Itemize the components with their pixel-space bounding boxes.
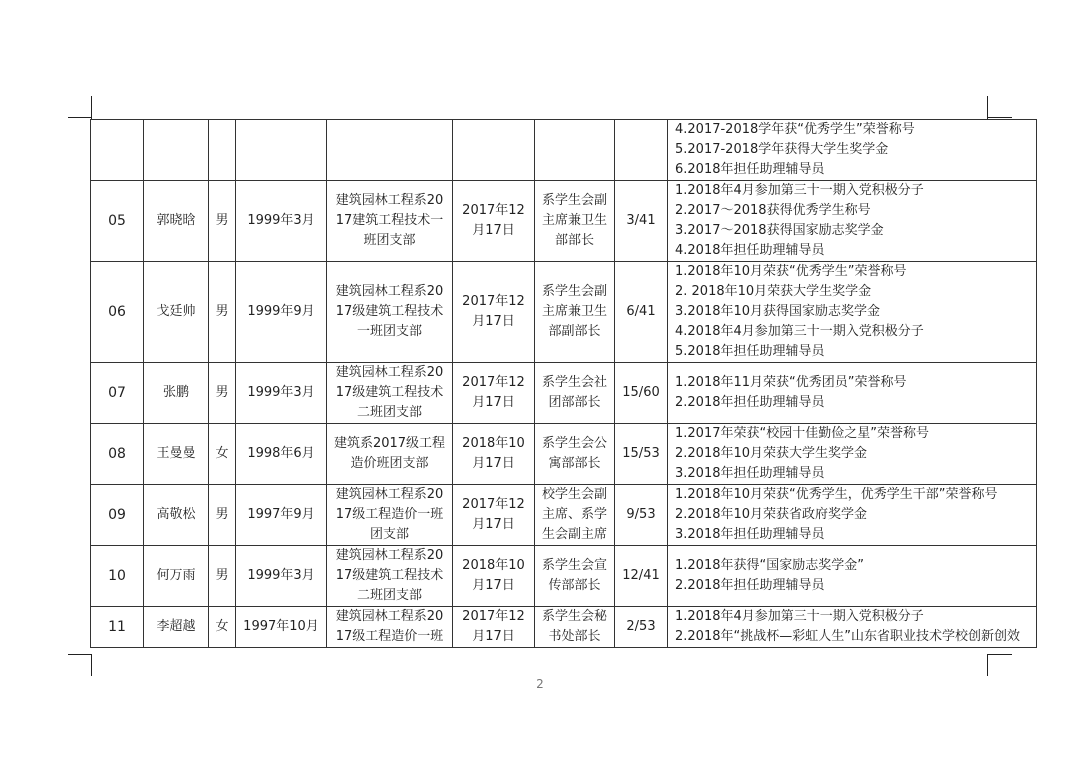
student-position-line: 系学生会秘 (541, 609, 607, 624)
student-name: 高敬松 (144, 485, 209, 546)
row-number: 08 (91, 424, 144, 485)
student-gender: 男 (209, 363, 236, 424)
award-line: 6.2018年担任助理辅导员 (675, 162, 825, 177)
student-position-line: 校学生会副 (541, 487, 607, 502)
birth-date: 1999年9月 (236, 262, 327, 363)
join-date-line: 月17日 (472, 456, 515, 471)
student-position (535, 546, 615, 607)
league-branch (327, 363, 453, 424)
league-branch-line: 17级建筑工程技术 (335, 568, 444, 583)
join-date-line: 2017年12 (462, 294, 525, 309)
join-date (453, 181, 535, 262)
row-number: 10 (91, 546, 144, 607)
join-date (453, 120, 535, 181)
league-branch-line: 造价班团支部 (350, 456, 429, 471)
student-position-line: 系学生会宣 (541, 558, 607, 573)
join-date-line: 2017年12 (462, 609, 525, 624)
award-line: 1.2017年荣获“校园十佳勤俭之星”荣誉称号 (675, 426, 929, 441)
join-date-line: 2018年10 (462, 558, 525, 573)
join-date (453, 363, 535, 424)
league-branch (327, 424, 453, 485)
league-branch (327, 181, 453, 262)
student-gender: 男 (209, 181, 236, 262)
join-date-line: 月17日 (472, 314, 515, 329)
crop-mark-bottom-left (68, 654, 91, 655)
crop-mark-top-left (91, 96, 92, 120)
page-number: 2 (536, 677, 544, 691)
student-position-line: 系学生会副 (541, 193, 607, 208)
student-position-line: 主席、系学 (541, 507, 607, 522)
awards-cell (668, 262, 1037, 363)
award-line: 5.2018年担任助理辅导员 (675, 344, 825, 359)
join-date-line: 月17日 (472, 395, 515, 410)
join-date (453, 607, 535, 648)
award-line: 2.2018年10月荣获大学生奖学金 (675, 446, 868, 461)
class-rank: 6/41 (615, 262, 668, 363)
league-branch-line: 二班团支部 (356, 405, 422, 420)
class-rank: 15/60 (615, 363, 668, 424)
award-line: 3.2018年担任助理辅导员 (675, 527, 825, 542)
student-gender: 男 (209, 546, 236, 607)
student-position-line: 部部长 (554, 233, 594, 248)
league-branch-line: 建筑系2017级工程 (333, 436, 446, 451)
student-roster-table (90, 119, 1037, 648)
table-row (91, 607, 1037, 648)
crop-mark-bottom-right (988, 654, 1012, 655)
league-branch-line: 一班团支部 (356, 324, 422, 339)
student-position-line: 传部部长 (548, 578, 601, 593)
student-position (535, 485, 615, 546)
award-line: 5.2017-2018学年获得大学生奖学金 (675, 142, 889, 157)
student-gender (209, 120, 236, 181)
student-position-line: 主席兼卫生 (541, 213, 607, 228)
join-date (453, 485, 535, 546)
crop-mark-top-right (988, 117, 1012, 118)
student-gender: 女 (209, 607, 236, 648)
award-line: 2.2018年“挑战杯—彩虹人生”山东省职业技术学校创新创效 (675, 629, 1020, 644)
join-date-line: 月17日 (472, 223, 515, 238)
student-position (535, 607, 615, 648)
league-branch-line: 17级建筑工程技术 (335, 385, 444, 400)
award-line: 2.2018年担任助理辅导员 (675, 395, 825, 410)
league-branch-line: 建筑园林工程系20 (335, 365, 444, 380)
league-branch-line: 二班团支部 (356, 588, 422, 603)
awards-cell (668, 546, 1037, 607)
awards-cell (668, 181, 1037, 262)
league-branch-line: 建筑园林工程系20 (335, 487, 444, 502)
birth-date: 1999年3月 (236, 546, 327, 607)
award-line: 4.2017-2018学年获“优秀学生”荣誉称号 (675, 122, 915, 137)
league-branch-line: 建筑园林工程系20 (335, 548, 444, 563)
student-position (535, 181, 615, 262)
student-position-line: 系学生会公 (541, 436, 607, 451)
join-date (453, 262, 535, 363)
student-position (535, 120, 615, 181)
crop-mark-bottom-left (91, 654, 92, 676)
student-position-line: 系学生会副 (541, 284, 607, 299)
league-branch-line: 班团支部 (363, 233, 416, 248)
class-rank: 9/53 (615, 485, 668, 546)
awards-cell (668, 485, 1037, 546)
awards-cell (668, 424, 1037, 485)
row-number: 11 (91, 607, 144, 648)
join-date-line: 2018年10 (462, 436, 525, 451)
league-branch-line: 团支部 (369, 527, 409, 542)
award-line: 3.2017～2018获得国家励志奖学金 (675, 223, 884, 238)
student-name: 戈廷帅 (144, 262, 209, 363)
join-date-line: 月17日 (472, 578, 515, 593)
student-position-line: 部副部长 (548, 324, 601, 339)
league-branch-line: 建筑园林工程系20 (335, 609, 444, 624)
birth-date: 1997年9月 (236, 485, 327, 546)
award-line: 2.2018年担任助理辅导员 (675, 578, 825, 593)
award-line: 4.2018年担任助理辅导员 (675, 243, 825, 258)
award-line: 1.2018年10月荣获“优秀学生，优秀学生干部”荣誉称号 (675, 487, 998, 502)
award-line: 1.2018年4月参加第三十一期入党积极分子 (675, 183, 924, 198)
table-row (91, 120, 1037, 181)
league-branch-line: 17级工程造价一班 (335, 507, 444, 522)
crop-mark-top-left (68, 117, 91, 118)
join-date-line: 月17日 (472, 517, 515, 532)
award-line: 1.2018年4月参加第三十一期入党积极分子 (675, 609, 924, 624)
award-line: 3.2018年担任助理辅导员 (675, 466, 825, 481)
class-rank: 3/41 (615, 181, 668, 262)
birth-date: 1997年10月 (236, 607, 327, 648)
league-branch (327, 262, 453, 363)
student-name: 何万雨 (144, 546, 209, 607)
league-branch-line: 17级建筑工程技术 (335, 304, 444, 319)
join-date (453, 546, 535, 607)
award-line: 2. 2018年10月荣获大学生奖学金 (675, 284, 872, 299)
class-rank: 15/53 (615, 424, 668, 485)
awards-cell (668, 607, 1037, 648)
table-row (91, 485, 1037, 546)
student-name (144, 120, 209, 181)
student-name: 张鹏 (144, 363, 209, 424)
league-branch-line: 17建筑工程技术一 (335, 213, 444, 228)
student-position-line: 系学生会社 (541, 375, 607, 390)
award-line: 2.2017～2018获得优秀学生称号 (675, 203, 871, 218)
student-gender: 男 (209, 262, 236, 363)
league-branch-line: 17级工程造价一班 (335, 629, 444, 644)
league-branch-line: 建筑园林工程系20 (335, 193, 444, 208)
student-gender: 女 (209, 424, 236, 485)
award-line: 4.2018年4月参加第三十一期入党积极分子 (675, 324, 924, 339)
birth-date (236, 120, 327, 181)
class-rank (615, 120, 668, 181)
awards-cell (668, 120, 1037, 181)
crop-mark-bottom-right (987, 654, 988, 676)
student-position-line: 寓部部长 (548, 456, 601, 471)
birth-date: 1999年3月 (236, 363, 327, 424)
student-position (535, 262, 615, 363)
award-line: 2.2018年10月荣获省政府奖学金 (675, 507, 868, 522)
table-row (91, 181, 1037, 262)
table-row (91, 546, 1037, 607)
league-branch (327, 485, 453, 546)
table-row (91, 363, 1037, 424)
student-position (535, 363, 615, 424)
league-branch (327, 607, 453, 648)
student-name: 王曼曼 (144, 424, 209, 485)
student-position (535, 424, 615, 485)
join-date-line: 2017年12 (462, 203, 525, 218)
table-row (91, 262, 1037, 363)
student-name: 李超越 (144, 607, 209, 648)
student-name: 郭晓晗 (144, 181, 209, 262)
row-number (91, 120, 144, 181)
student-gender: 男 (209, 485, 236, 546)
row-number: 09 (91, 485, 144, 546)
row-number: 06 (91, 262, 144, 363)
student-position-line: 团部部长 (548, 395, 601, 410)
join-date-line: 2017年12 (462, 497, 525, 512)
award-line: 1.2018年10月荣获“优秀学生”荣誉称号 (675, 264, 907, 279)
awards-cell (668, 363, 1037, 424)
birth-date: 1998年6月 (236, 424, 327, 485)
class-rank: 2/53 (615, 607, 668, 648)
join-date (453, 424, 535, 485)
class-rank: 12/41 (615, 546, 668, 607)
league-branch (327, 120, 453, 181)
row-number: 07 (91, 363, 144, 424)
league-branch-line: 建筑园林工程系20 (335, 284, 444, 299)
award-line: 1.2018年11月荣获“优秀团员”荣誉称号 (675, 375, 907, 390)
join-date-line: 月17日 (472, 629, 515, 644)
award-line: 1.2018年获得“国家励志奖学金” (675, 558, 864, 573)
award-line: 3.2018年10月获得国家励志奖学金 (675, 304, 881, 319)
table-row (91, 424, 1037, 485)
student-position-line: 主席兼卫生 (541, 304, 607, 319)
student-position-line: 书处部长 (548, 629, 601, 644)
join-date-line: 2017年12 (462, 375, 525, 390)
league-branch (327, 546, 453, 607)
row-number: 05 (91, 181, 144, 262)
birth-date: 1999年3月 (236, 181, 327, 262)
student-position-line: 生会副主席 (541, 527, 607, 542)
